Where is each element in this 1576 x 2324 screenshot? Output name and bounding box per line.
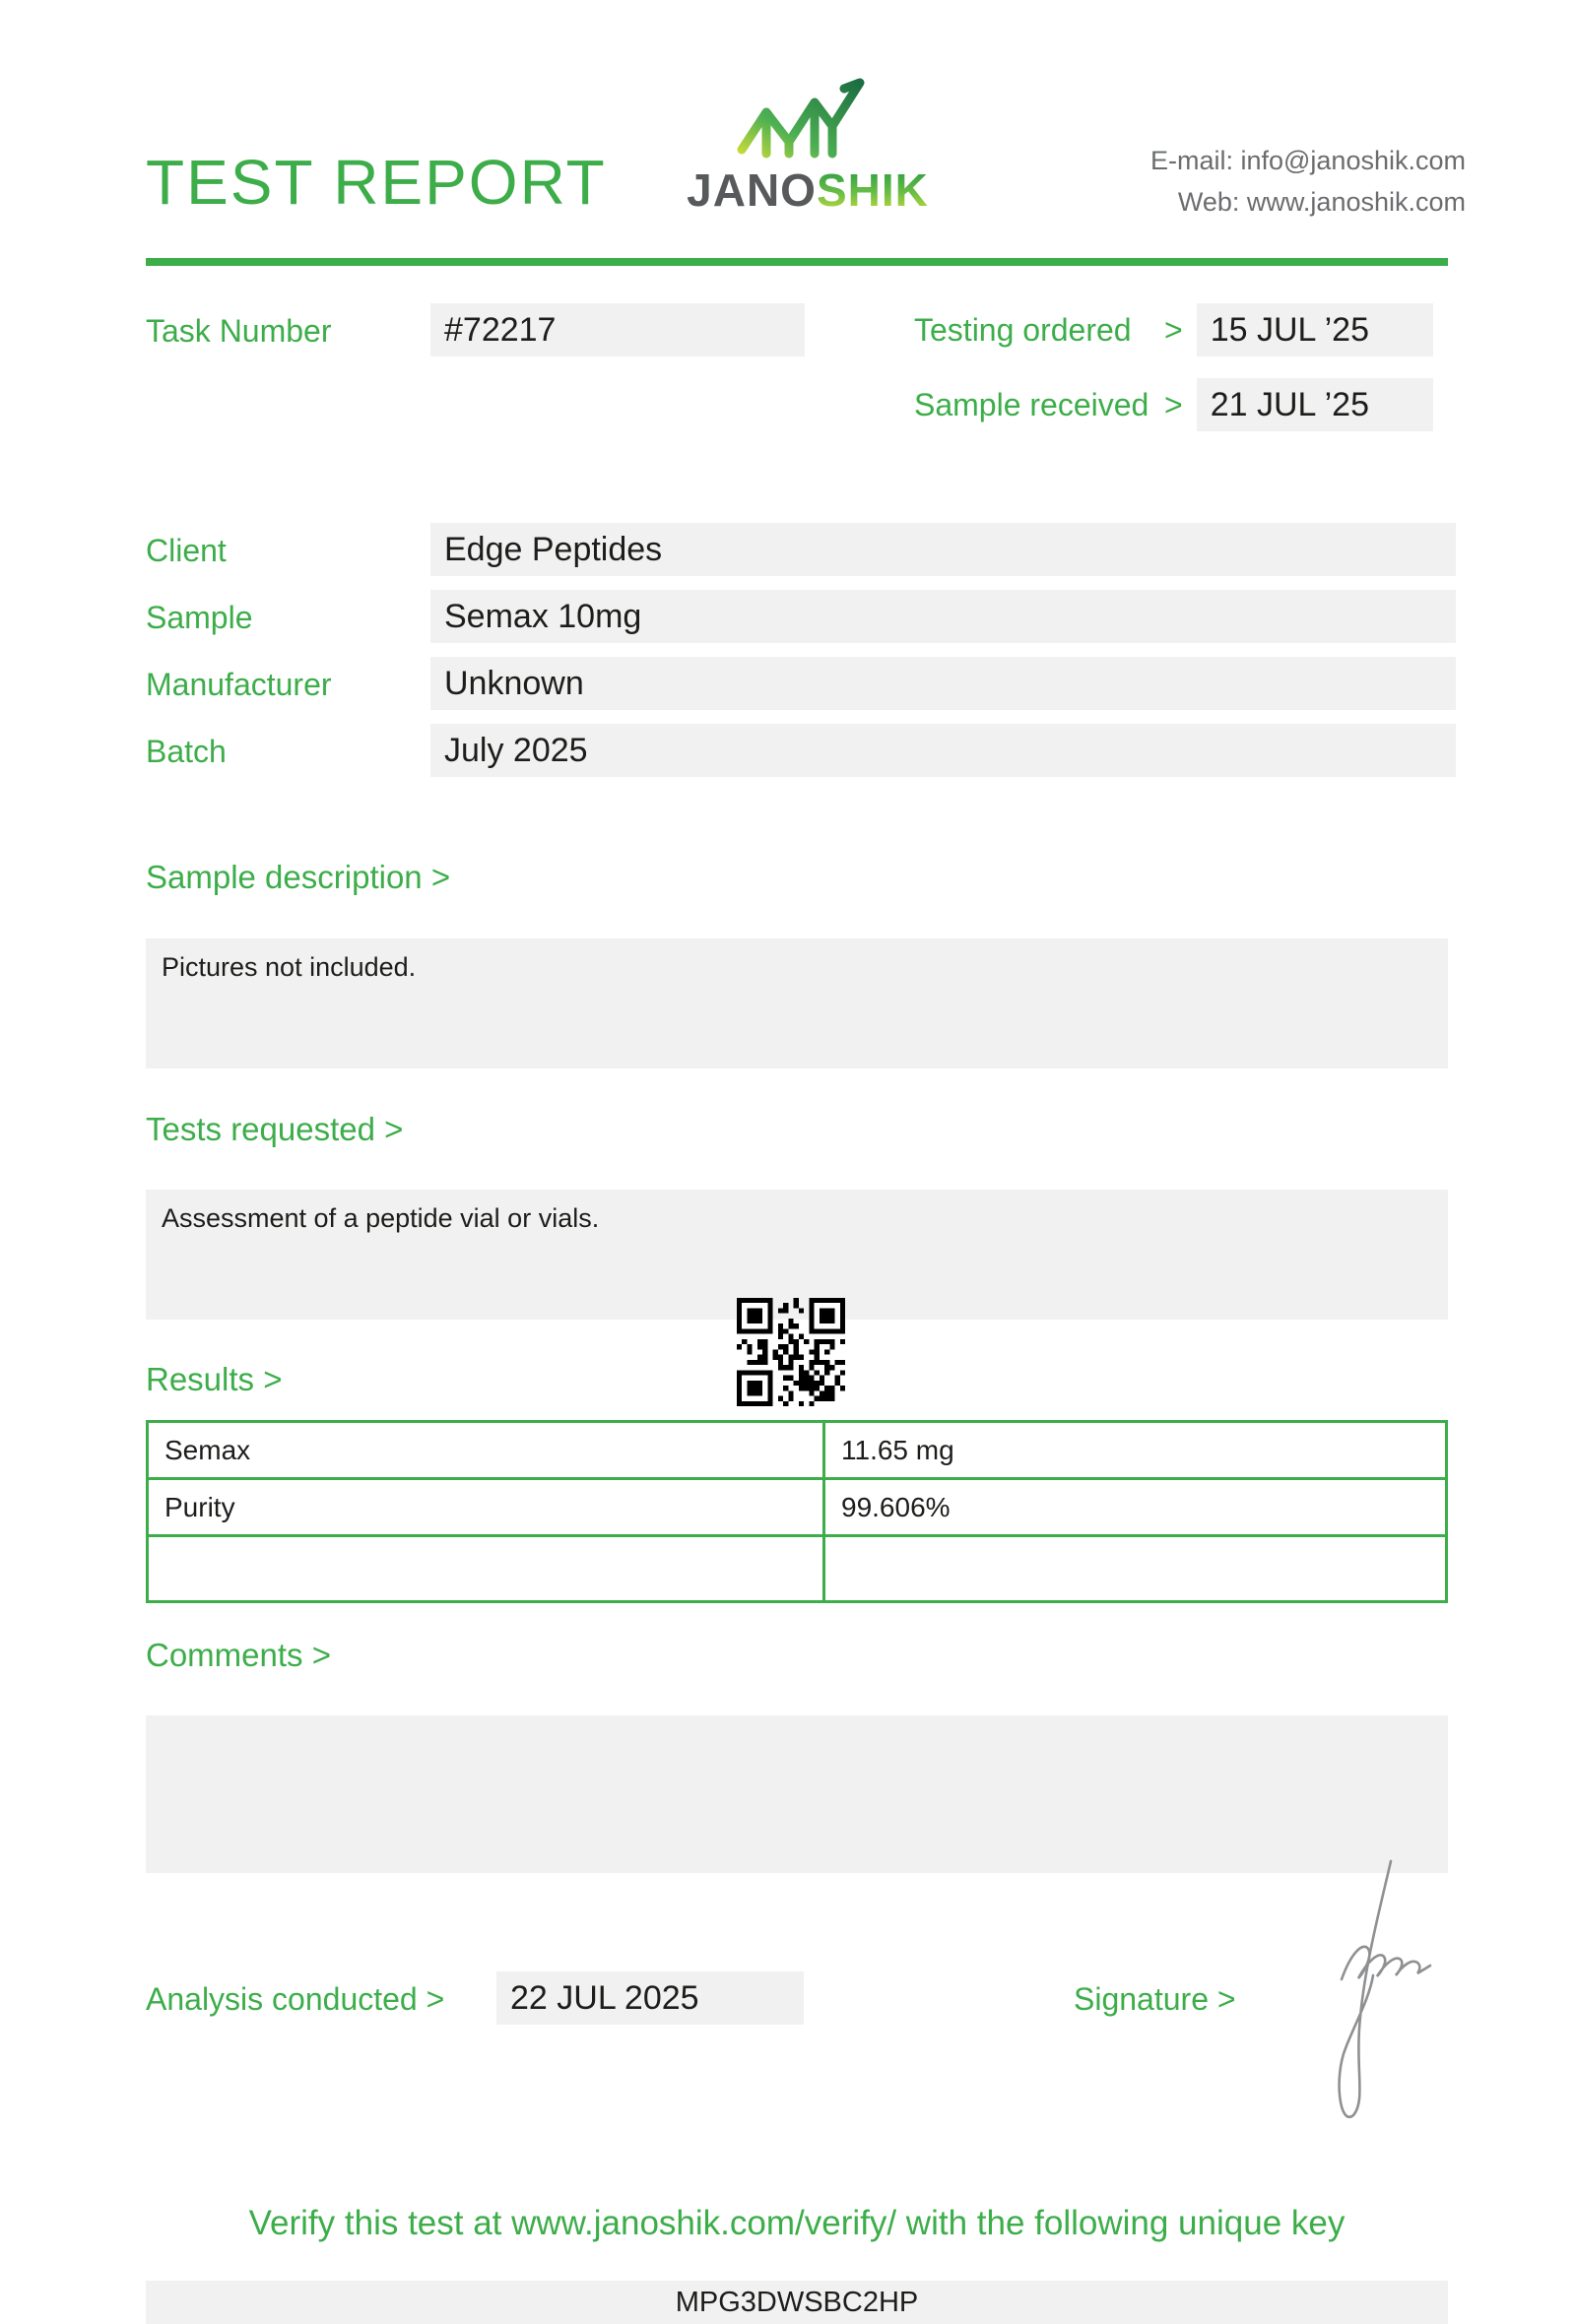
batch-value: July 2025 [430, 724, 1456, 777]
analysis-conducted-value: 22 JUL 2025 [496, 1971, 804, 2025]
result-name: Semax [148, 1422, 824, 1479]
contact-info [1150, 140, 1466, 223]
task-number-label: Task Number [146, 313, 332, 349]
qr-code [737, 1298, 845, 1406]
results-table [146, 1420, 1448, 1603]
verify-instruction: Verify this test at www.janoshik.com/verify/ with the following unique key [248, 2204, 1346, 2242]
sample-description-box: Pictures not included. [146, 938, 1448, 1068]
comments-box [146, 1715, 1448, 1873]
client-label: Client [146, 533, 227, 568]
testing-ordered-value: 15 JUL ’25 [1197, 303, 1433, 356]
sample-value: Semax 10mg [430, 590, 1456, 643]
client-value: Edge Peptides [430, 523, 1456, 576]
trend-chart-icon [734, 75, 882, 161]
client-row [146, 523, 1456, 576]
sample-received-label: Sample received [914, 386, 1149, 422]
sample-description-heading: Sample description > [146, 859, 451, 895]
verify-key: MPG3DWSBC2HP [146, 2281, 1448, 2324]
signature-image [1280, 1853, 1458, 2149]
comments-heading: Comments > [146, 1637, 331, 1673]
sample-label: Sample [146, 600, 253, 635]
logo-wordmark [680, 163, 936, 217]
tests-requested-heading: Tests requested > [146, 1111, 404, 1147]
results-heading: Results > [146, 1361, 283, 1397]
sample-received-row [914, 378, 1433, 431]
chevron-right-icon: > [1164, 311, 1183, 348]
page-title: TEST REPORT [146, 147, 607, 218]
task-number-value: #72217 [430, 303, 805, 356]
table-row [148, 1536, 1447, 1602]
result-value [824, 1536, 1447, 1602]
table-row [148, 1479, 1447, 1536]
testing-ordered-label: Testing ordered [914, 311, 1132, 348]
sample-row [146, 590, 1456, 643]
manufacturer-value: Unknown [430, 657, 1456, 710]
chevron-right-icon: > [1164, 386, 1183, 422]
result-value: 99.606% [824, 1479, 1447, 1536]
signature-label: Signature > [1074, 1981, 1236, 2017]
result-name: Purity [148, 1479, 824, 1536]
batch-label: Batch [146, 734, 227, 769]
contact-email: E-mail: info@janoshik.com [1149, 146, 1466, 175]
testing-ordered-row [914, 303, 1433, 356]
janoshik-logo [680, 75, 936, 217]
sample-received-value: 21 JUL ’25 [1197, 378, 1433, 431]
header-divider [146, 258, 1448, 266]
analysis-conducted-label: Analysis conducted > [146, 1981, 445, 2017]
batch-row [146, 724, 1456, 777]
manufacturer-label: Manufacturer [146, 667, 332, 702]
table-row [148, 1422, 1447, 1479]
contact-web: Web: www.janoshik.com [1177, 187, 1466, 217]
result-value: 11.65 mg [824, 1422, 1447, 1479]
result-name [148, 1536, 824, 1602]
manufacturer-row [146, 657, 1456, 710]
logo-shik: SHIK [816, 164, 929, 216]
logo-jano: JANO [687, 164, 817, 216]
tests-requested-box: Assessment of a peptide vial or vials. [146, 1190, 1448, 1320]
